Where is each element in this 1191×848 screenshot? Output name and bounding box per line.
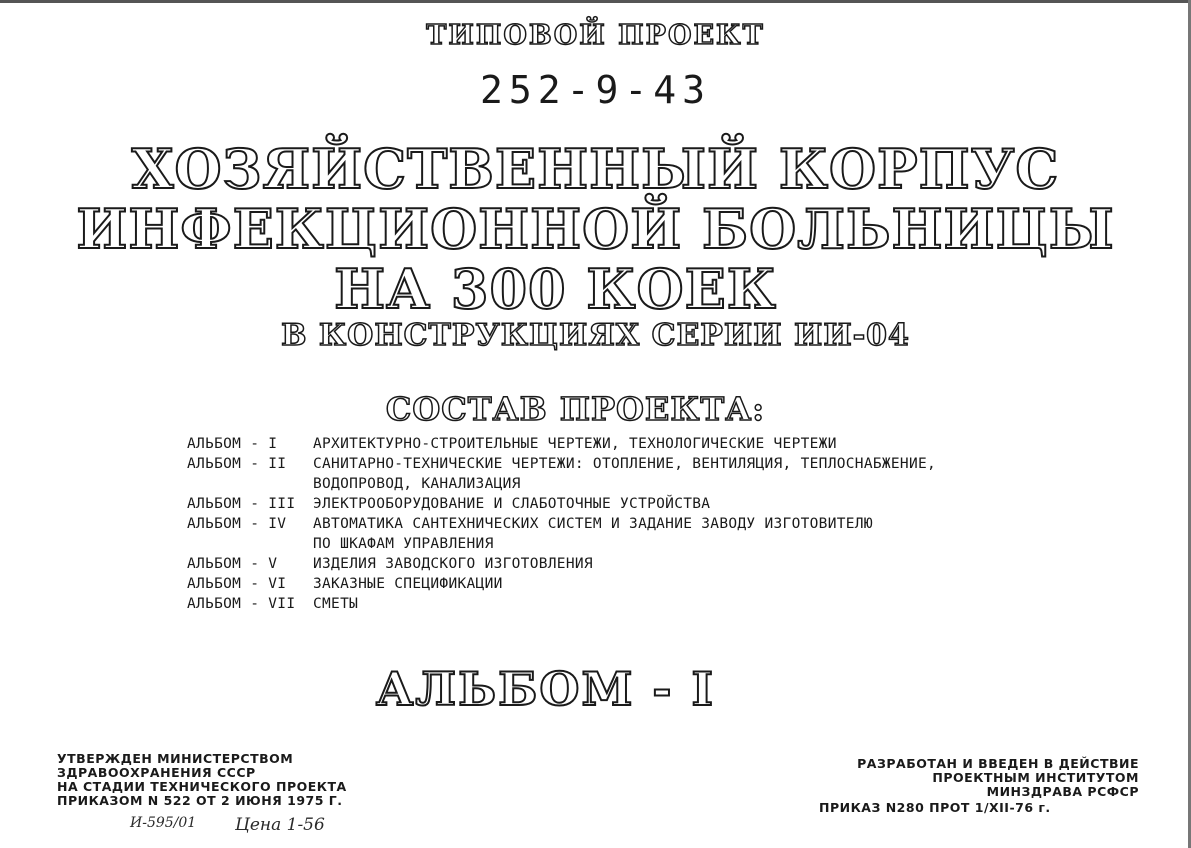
approval-line: ЗДРАВООХРАНЕНИЯ СССР: [57, 765, 256, 780]
approval-block: [57, 752, 347, 808]
album-item: [187, 594, 1147, 614]
album-item-continuation: [187, 534, 1147, 554]
album-description: СМЕТЫ: [313, 596, 359, 612]
project-type-label: ТИПОВОЙ ПРОЕКТ: [426, 20, 765, 51]
developer-line: ПРОЕКТНЫМ ИНСТИТУТОМ: [932, 770, 1139, 785]
album-label: АЛЬБОМ - I: [187, 436, 278, 452]
album-label: АЛЬБОМ - IV: [187, 516, 287, 532]
album-item: [187, 514, 1147, 534]
developer-line: МИНЗДРАВА РСФСР: [986, 784, 1139, 799]
album-description-continuation: ВОДОПРОВОД, КАНАЛИЗАЦИЯ: [313, 476, 521, 492]
approval-line: УТВЕРЖДЕН МИНИСТЕРСТВОМ: [57, 751, 294, 766]
inventory-number: И-595/01: [130, 815, 197, 831]
composition-heading: СОСТАВ ПРОЕКТА:: [385, 390, 766, 428]
price-note: Цена 1-56: [235, 815, 325, 835]
album-label: АЛЬБОМ - II: [187, 456, 287, 472]
album-item: [187, 574, 1147, 594]
album-list: [187, 434, 1147, 614]
album-description: АРХИТЕКТУРНО-СТРОИТЕЛЬНЫЕ ЧЕРТЕЖИ, ТЕХНОЛОГИЧЕСКИЕ ЧЕРТЕЖИ: [313, 436, 837, 452]
album-description: ЭЛЕКТРООБОРУДОВАНИЕ И СЛАБОТОЧНЫЕ УСТРОЙСТВА: [313, 496, 711, 512]
album-label: АЛЬБОМ - VI: [187, 576, 287, 592]
album-description: ЗАКАЗНЫЕ СПЕЦИФИКАЦИИ: [313, 576, 503, 592]
approval-line: ПРИКАЗОМ N 522 ОТ 2 ИЮНЯ 1975 Г.: [57, 793, 343, 808]
developer-block: [819, 757, 1139, 815]
scan-edge-top: [0, 0, 1191, 3]
title-line-1: ХОЗЯЙСТВЕННЫЙ КОРПУС: [131, 137, 1060, 201]
developer-line: РАЗРАБОТАН И ВВЕДЕН В ДЕЙСТВИЕ: [857, 756, 1139, 771]
album-item: [187, 494, 1147, 514]
album-item: [187, 554, 1147, 574]
title-subtitle: В КОНСТРУКЦИЯХ СЕРИИ ИИ-04: [281, 318, 910, 353]
developer-order: ПРИКАЗ N280 ПРОТ 1/XII-76 г.: [819, 800, 1051, 815]
approval-line: НА СТАДИИ ТЕХНИЧЕСКОГО ПРОЕКТА: [57, 779, 347, 794]
album-item-continuation: [187, 474, 1147, 494]
album-description-continuation: ПО ШКАФАМ УПРАВЛЕНИЯ: [313, 536, 494, 552]
album-label: АЛЬБОМ - III: [187, 496, 296, 512]
album-description: САНИТАРНО-ТЕХНИЧЕСКИЕ ЧЕРТЕЖИ: ОТОПЛЕНИЕ, ВЕНТИЛЯЦИЯ, ТЕПЛОСНАБЖЕНИЕ,: [313, 456, 937, 472]
album-label: АЛЬБОМ - V: [187, 556, 278, 572]
album-description: ИЗДЕЛИЯ ЗАВОДСКОГО ИЗГОТОВЛЕНИЯ: [313, 556, 593, 572]
project-code: 252-9-43: [479, 68, 712, 112]
album-description: АВТОМАТИКА САНТЕХНИЧЕСКИХ СИСТЕМ И ЗАДАНИЕ ЗАВОДУ ИЗГОТОВИТЕЛЮ: [313, 516, 873, 532]
title-line-3: НА 300 КОЕК: [334, 257, 777, 321]
current-album-title: АЛЬБОМ - I: [375, 662, 716, 716]
album-label: АЛЬБОМ - VII: [187, 596, 296, 612]
title-line-2: ИНФЕКЦИОННОЙ БОЛЬНИЦЫ: [76, 197, 1115, 261]
album-item: [187, 434, 1147, 454]
album-item: [187, 454, 1147, 474]
